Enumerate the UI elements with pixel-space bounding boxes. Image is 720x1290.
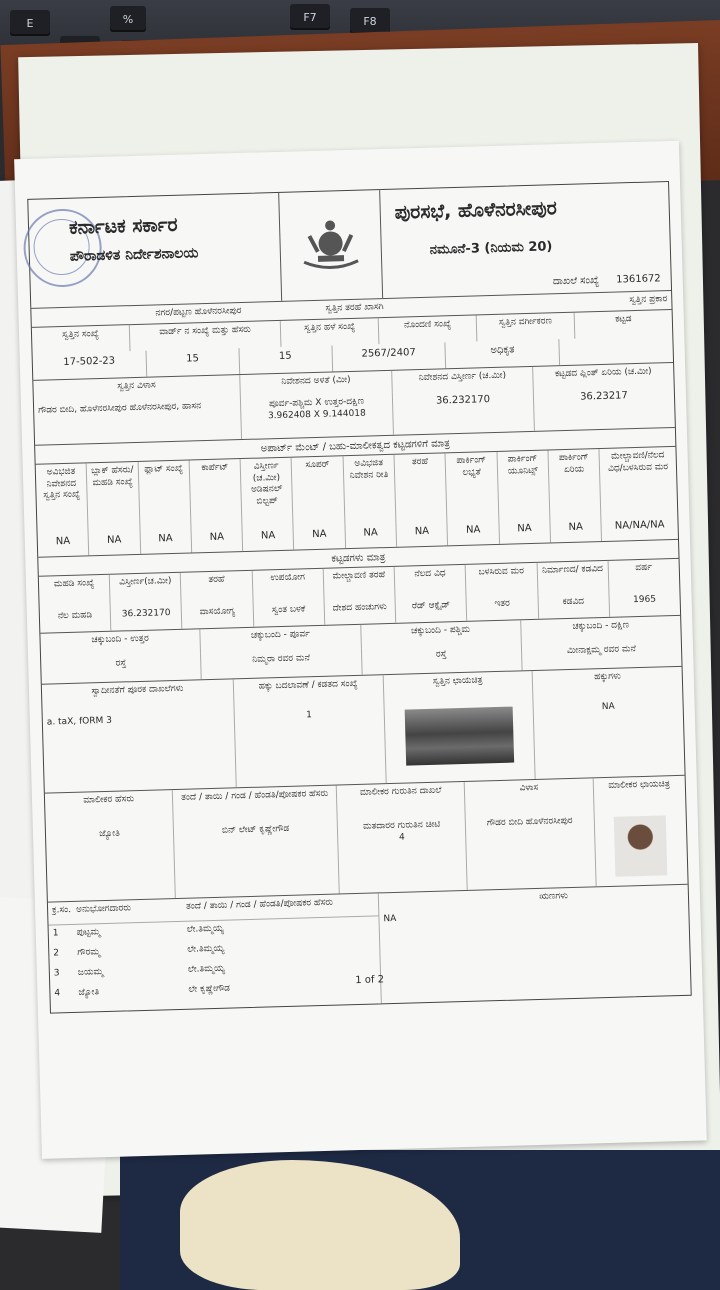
record-number: ದಾಖಲೆ ಸಂಖ್ಯೆ 1361672 [552, 273, 661, 288]
key: % [110, 6, 146, 32]
owner-table: ಮಾಲೀಕರ ಹೆಸರು ತಂದೆ / ತಾಯಿ / ಗಂಡ / ಹೆಂಡತಿ/ಪೋಷಕರ ಹೆಸರು ಮಾಲೀಕರ ಗುರುತಿನ ದಾಖಲೆ ವಿಳಾಸ ಮಾಲೀಕರ ಛಾಯಚಿತ್ರ ಜ್ಯೋತಿ ಬಿನ್ ಲೇಟ್ ಕೃಷ್ಣೇಗೌಡ ಮತದಾರರ ಗುರುತಿನ ಚೀಟಿ 4 ಗೌಡರ ಬೀದಿ ಹೊಳೆನರಸೀಪುರ [45, 776, 688, 903]
apartment-section-title: ಅಪಾರ್ಟ್ ಮೆಂಟ್ / ಬಹು-ಮಾಲೀಕತ್ವದ ಕಟ್ಟಡಗಳಿಗೆ ಮಾತ್ರ [35, 428, 675, 465]
form-header [28, 182, 671, 309]
site-area: 36.232170 [393, 389, 535, 435]
property-address: ಗೌಡರ ಬೀದಿ, ಹೊಳೆನರಸೀಪುರ ಹೊಳೆನರಸೀಪುರ, ಹಾಸನ [34, 397, 242, 445]
building-section-title: ಕಟ್ಟಡಗಳು ಮಾತ್ರ [38, 540, 678, 577]
list-item: 1 ಪುಟ್ಟಮ್ಮ ಲೇ.ತಿಮ್ಮಯ್ಯ [52, 923, 224, 939]
location-row: ನಗರ/ಪಟ್ಟಣ ಹೊಳೆನರಸೀಪುರ ಸ್ವತ್ತಿನ ತರಹೆ ಖಾಸಗಿ ಸ್ವತ್ತಿನ ಪ್ರಕಾರ [31, 291, 671, 328]
key: F7 [290, 4, 330, 30]
emblem [278, 190, 383, 301]
person-photo [614, 815, 668, 876]
page-number: 1 of 2 [355, 974, 385, 987]
owner-relation: ಬಿನ್ ಲೇಟ್ ಕೃಷ್ಣೇಗೌಡ [174, 820, 340, 899]
plinth-area: 36.23217 [579, 390, 628, 403]
org-header [380, 182, 671, 298]
list-item: 4 ಜ್ಯೋತಿ ಲೇ ಕೃಷ್ಣೇಗೌಡ [54, 983, 231, 999]
site-dimension: ಪೂರ್ವ-ಪಶ್ಚಿಮ X ಉತ್ತರ-ದಕ್ಷಿಣ 3.962408 X 9.144018 [241, 393, 394, 439]
property-photo [384, 701, 536, 783]
property-ids: ಸ್ವತ್ತಿನ ಸಂಖ್ಯೆ ವಾರ್ಡ್ ನ ಸಂಖ್ಯೆ ಮತ್ತು ಹೆಸರು ಸ್ವತ್ತಿನ ಹಳೆ ಸಂಖ್ಯೆ ನೊಂದಣಿ ಸಂಖ್ಯೆ ಸ್ವತ್ತಿನ ವರ್ಗೀಕರಣ ಕಟ್ಟಡ 17-502-23 15 15 2567/2407 ಅಧಿಕೃತ [32, 310, 673, 381]
form-table [27, 181, 692, 1014]
address-row: ಸ್ವತ್ತಿನ ವಿಳಾಸ ನಿವೇಶನದ ಅಳತೆ (ಮೀ) ನಿವೇಶನದ ವಿಸ್ತೀರ್ಣ (ಚ.ಮೀ) ಕಟ್ಟಡದ ಪ್ಲಿಂತ್ ಏರಿಯ (ಚ.ಮೀ) ಗೌಡರ ಬೀದಿ, ಹೊಳೆನರಸೀಪುರ ಹೊಳೆನರಸೀಪುರ, ಹಾಸನ ಪೂರ್ವ-ಪಶ್ಚಿಮ X ಉತ್ತರ-ದಕ್ಷಿಣ 3.962408 X 9.144018 36.232170 36.23217 [33, 363, 675, 446]
org-name: ಪುರಸಭೆ, ಹೊಳೆನರಸೀಪುರ [394, 197, 558, 224]
liabilities-value: NA [383, 913, 397, 924]
gov-header [28, 193, 281, 308]
owner-id: ಮತದಾರರ ಗುರುತಿನ ಚೀಟಿ 4 [338, 816, 468, 894]
form-number: ನಮೂನೆ-3 (ನಿಯಮ 20) [429, 239, 553, 258]
list-item: 2 ಗೌರಮ್ಮ ಲೇ.ತಿಮ್ಮಯ್ಯ [53, 943, 225, 959]
property-document [14, 141, 707, 1159]
owner-photo [594, 810, 687, 887]
owner-address: ಗೌಡರ ಬೀದಿ ಹೊಳೆನರಸೀಪುರ [466, 812, 596, 890]
building-table: ಮಹಡಿ ಸಂಖ್ಯೆ ವಿಸ್ತೀರ್ಣ(ಚ.ಮೀ) ತರಹೆ ಉಪಯೋಗ ಮೇಲ್ಚಾವಣಿ ತರಹೆ ನೆಲದ ವಿಧ ಬಳಸಿರುವ ಮರ ನಿರ್ಮಾಣದ/ ಕಡವಿದ ವರ್ಷ ನೆಲ ಮಹಡಿ 36.232170 ವಾಸಯೋಗ್ಯ ಸ್ವಂತ ಬಳಕೆ ದೇಶದ ಹಂಚುಗಳು ರೆಡ್ ಆಕ್ಸೈಡ್ ಇತರ ಕಡವಿದ 1965 [39, 559, 680, 634]
gov-dept: ಪೌರಾಡಳಿತ ನಿರ್ದೇಶನಾಲಯ [69, 245, 199, 265]
house-photo [405, 707, 515, 766]
list-item: 3 ಜಯಮ್ಮ ಲೇ.ತಿಮ್ಮಯ್ಯ [53, 963, 226, 979]
apartment-table: ಅವಿಭಜಿತ ನಿವೇಶನದ ಸ್ವತ್ತಿನ ಸಂಖ್ಯೆ ಬ್ಲಾಕ್ ಹೆಸರು/ ಮಹಡಿ ಸಂಖ್ಯೆ ಫ್ಲಾಟ್ ಸಂಖ್ಯೆ ಕಾರ್ಪೆಟ್ ವಿಸ್ತೀರ್ಣ (ಚ.ಮೀ) ಅಡಿಷನಲ್ ಬಿಲ್ಟಪ್ ಸೂಪರ್ ಅವಿಭಜಿತ ನಿವೇಶನ ರೀತಿ ತರಹೆ ಪಾರ್ಕಿಂಗ್ ಲಭ್ಯತೆ ಪಾರ್ಕಿಂಗ್ ಯೂನಿಟ್ಸ್ ಪಾರ್ಕಿಂಗ್ ಏರಿಯ ಮೇಲ್ಚಾವಣಿ/ನೆಲದ ವಿಧ/ಬಳಸಿರುವ ಮರ NA NA NA NA NA NA NA NA NA NA NA NA/NA/NA [36, 447, 678, 558]
boundaries-table: ಚಕ್ಕುಬಂದಿ - ಉತ್ತರ ಚಕ್ಕುಬಂದಿ - ಪೂರ್ವ ಚಕ್ಕುಬಂದಿ - ಪಶ್ಚಿಮ ಚಕ್ಕುಬಂದಿ - ದಕ್ಷಿಣ ರಸ್ತೆ ನಿಮ್ಮರಾ ರವರ ಮನೆ ರಸ್ತೆ ಮೀನಾಕ್ಷಮ್ಮ ರವರ ಮನೆ [40, 616, 681, 685]
enjoyers-table: ಕ್ರ.ಸಂ. ಅನುಭೋಗದಾರರು ತಂದೆ / ತಾಯಿ / ಗಂಡ / ಹೆಂಡತಿ/ಪೋಷಕರ ಹೆಸರು 1 ಪುಟ್ಟಮ್ಮ ಲೇ.ತಿಮ್ಮಯ್ಯ 2 ಗೌರಮ್ಮ ಲೇ.ತಿಮ್ಮಯ್ಯ 3 ಜಯಮ್ಮ ಲೇ.ತಿಮ್ಮಯ್ಯ 4 ಜ್ಯೋತಿ ಲೇ ಕೃಷ್ಣೇಗೌಡ ಋಣಗಳು NA [48, 885, 691, 1013]
key: E [10, 10, 50, 36]
key: F8 [350, 8, 390, 34]
state-emblem-icon [295, 215, 367, 277]
documents-table: ಸ್ವಾದೀನತೆಗೆ ಪೂರಕ ದಾಖಲೆಗಳು ಹಕ್ಕು ಬದಲಾವಣೆ / ಕಡತದ ಸಂಖ್ಯೆ ಸ್ವತ್ತಿನ ಛಾಯಚಿತ್ರ ಹಕ್ಕುಗಳು a. taX, fORM 3 1 NA [42, 667, 685, 794]
gov-title: ಕರ್ನಾಟಕ ಸರ್ಕಾರ [68, 213, 178, 239]
owner-name: ಜ್ಯೋತಿ [46, 824, 176, 902]
